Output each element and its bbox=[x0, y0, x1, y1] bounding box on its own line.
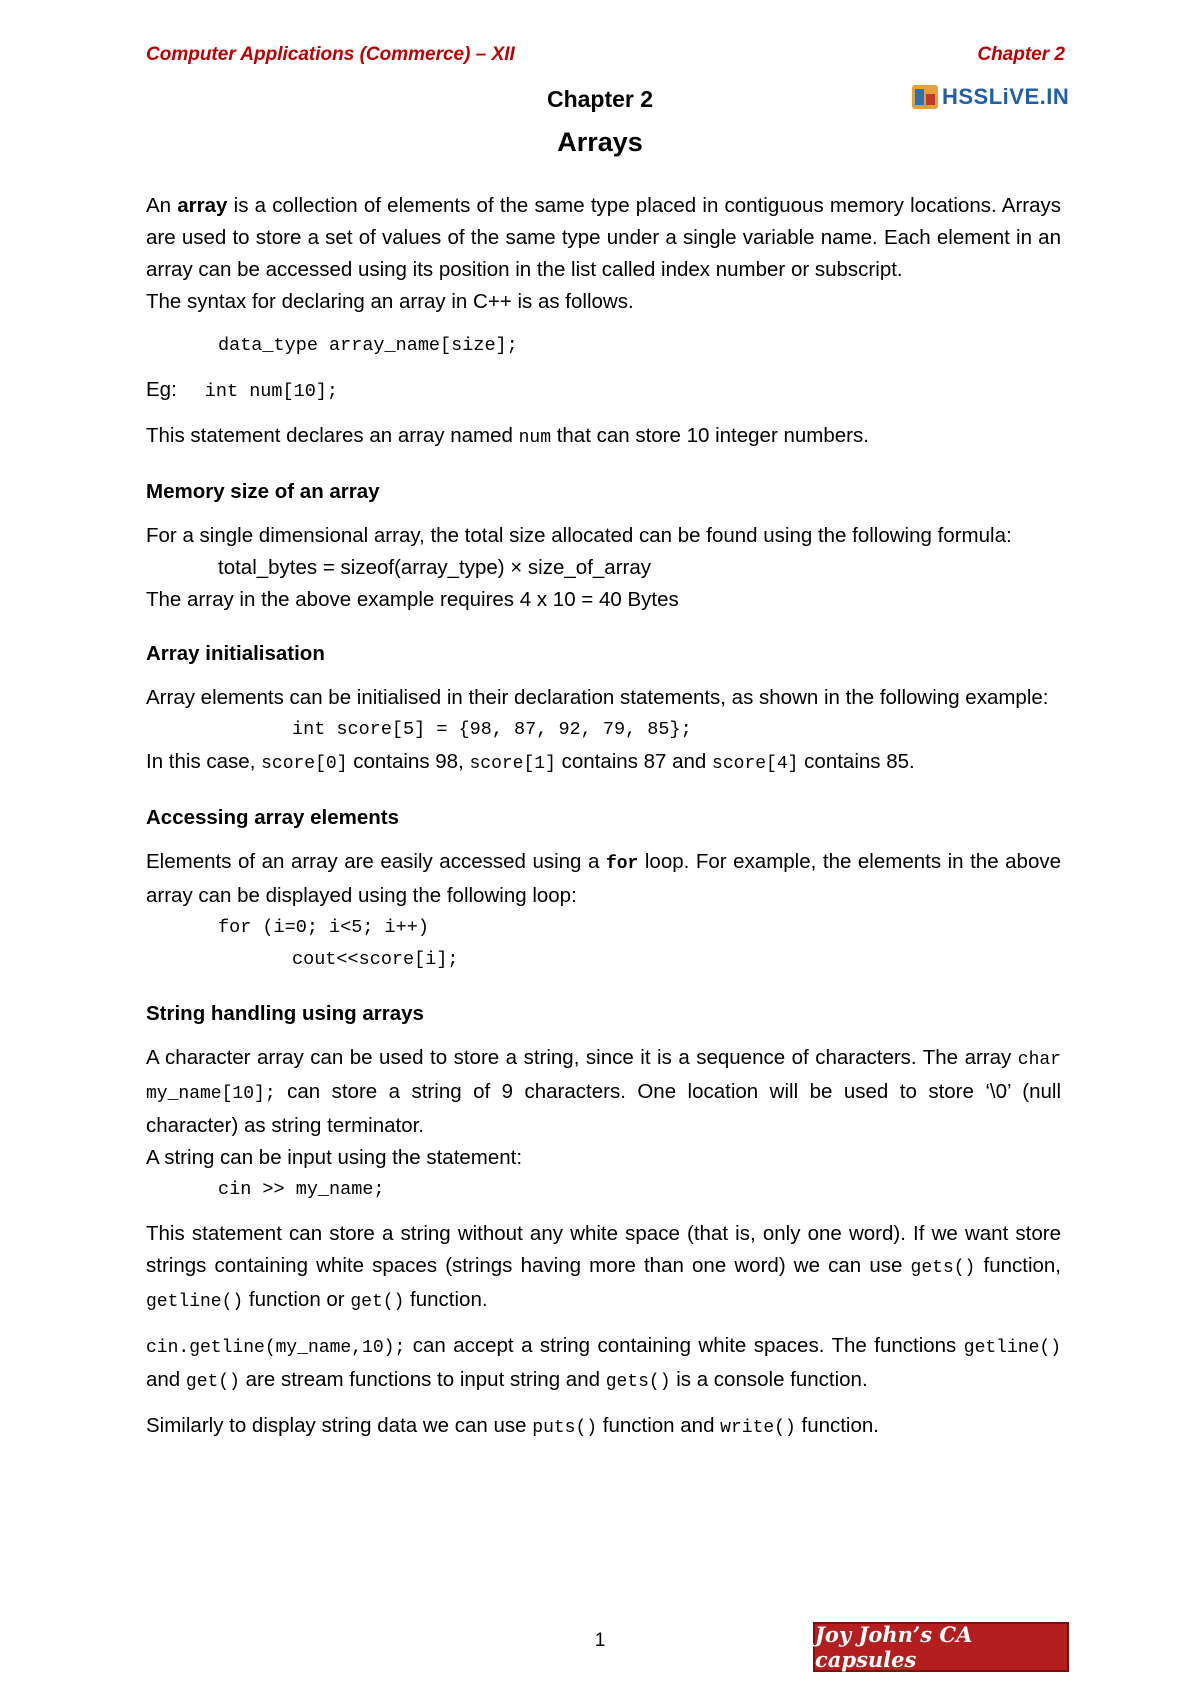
string-paragraph-2: A string can be input using the statement: bbox=[146, 1146, 523, 1169]
logo-text: HSSLiVE.IN bbox=[942, 84, 1070, 109]
loop-code-line-1: for (i=0; i<5; i++) bbox=[218, 917, 429, 938]
running-header-title: Computer Applications (Commerce) – XII bbox=[146, 44, 515, 65]
footer-badge bbox=[813, 1622, 1069, 1672]
init-explanation: In this case, score[0] contains 98, score[1] contains 87 and score[4] contains 85. bbox=[146, 750, 915, 774]
access-paragraph: Elements of an array are easily accessed using a for loop. For example, the elements in the above array can be displayed using the following loop: bbox=[146, 850, 1062, 907]
page-title: Arrays bbox=[557, 127, 643, 157]
memory-example: The array in the above example requires 4 x 10 = 40 Bytes bbox=[146, 588, 679, 611]
footer-badge-text: Joy John’s CA capsules bbox=[815, 1622, 973, 1672]
memory-paragraph: For a single dimensional array, the total size allocated can be found using the following formula: bbox=[146, 524, 1012, 547]
cin-code: cin >> my_name; bbox=[218, 1179, 385, 1200]
loop-code-line-2: cout<<score[i]; bbox=[292, 949, 459, 970]
init-code: int score[5] = {98, 87, 92, 79, 85}; bbox=[292, 719, 692, 740]
string-paragraph-4: cin.getline(my_name,10); can accept a string containing white spaces. The functions getline() and get() are stream functions to input string and gets() is a console function. bbox=[146, 1334, 1061, 1392]
syntax-intro: The syntax for declaring an array in C++ is as follows. bbox=[146, 290, 634, 313]
page-number: 1 bbox=[594, 1630, 606, 1651]
string-paragraph-1: A character array can be used to store a string, since it is a sequence of characters. The array char my_name[10]; can store a string of 9 characters. One location will be used to store ‘\0’ (null character) as string terminator. bbox=[146, 1046, 1061, 1137]
init-paragraph: Array elements can be initialised in their declaration statements, as shown in the following example: bbox=[146, 686, 1049, 709]
declaration-explanation: This statement declares an array named num that can store 10 integer numbers. bbox=[146, 424, 869, 448]
heading-accessing-elements: Accessing array elements bbox=[146, 806, 399, 829]
example-line bbox=[146, 374, 1061, 408]
memory-formula: total_bytes = sizeof(array_type) × size_of_array bbox=[218, 556, 651, 579]
heading-string-handling: String handling using arrays bbox=[146, 1002, 424, 1025]
string-paragraph-3: This statement can store a string without any white space (that is, only one word). If we want store strings containing white spaces (strings having more than one word) we can use gets() function, getline() function or get() function. bbox=[146, 1222, 1062, 1312]
example-label: Eg: bbox=[146, 378, 177, 401]
intro-paragraph: An array is a collection of elements of the same type placed in contiguous memory locations. Arrays are used to store a set of values of the same type under a single variable name. Each element in an array can be accessed using its position in the list called index number or subscript. bbox=[146, 194, 1062, 281]
string-paragraph-5: Similarly to display string data we can use puts() function and write() function. bbox=[146, 1414, 879, 1438]
chapter-title: Chapter 2 bbox=[546, 86, 654, 112]
heading-initialisation: Array initialisation bbox=[146, 642, 325, 665]
heading-memory-size: Memory size of an array bbox=[146, 480, 380, 503]
running-header-chapter: Chapter 2 bbox=[977, 44, 1065, 65]
example-code: int num[10]; bbox=[204, 381, 339, 402]
term-array: array bbox=[177, 194, 228, 217]
syntax-code: data_type array_name[size]; bbox=[218, 335, 518, 356]
document-body bbox=[146, 190, 1061, 1444]
